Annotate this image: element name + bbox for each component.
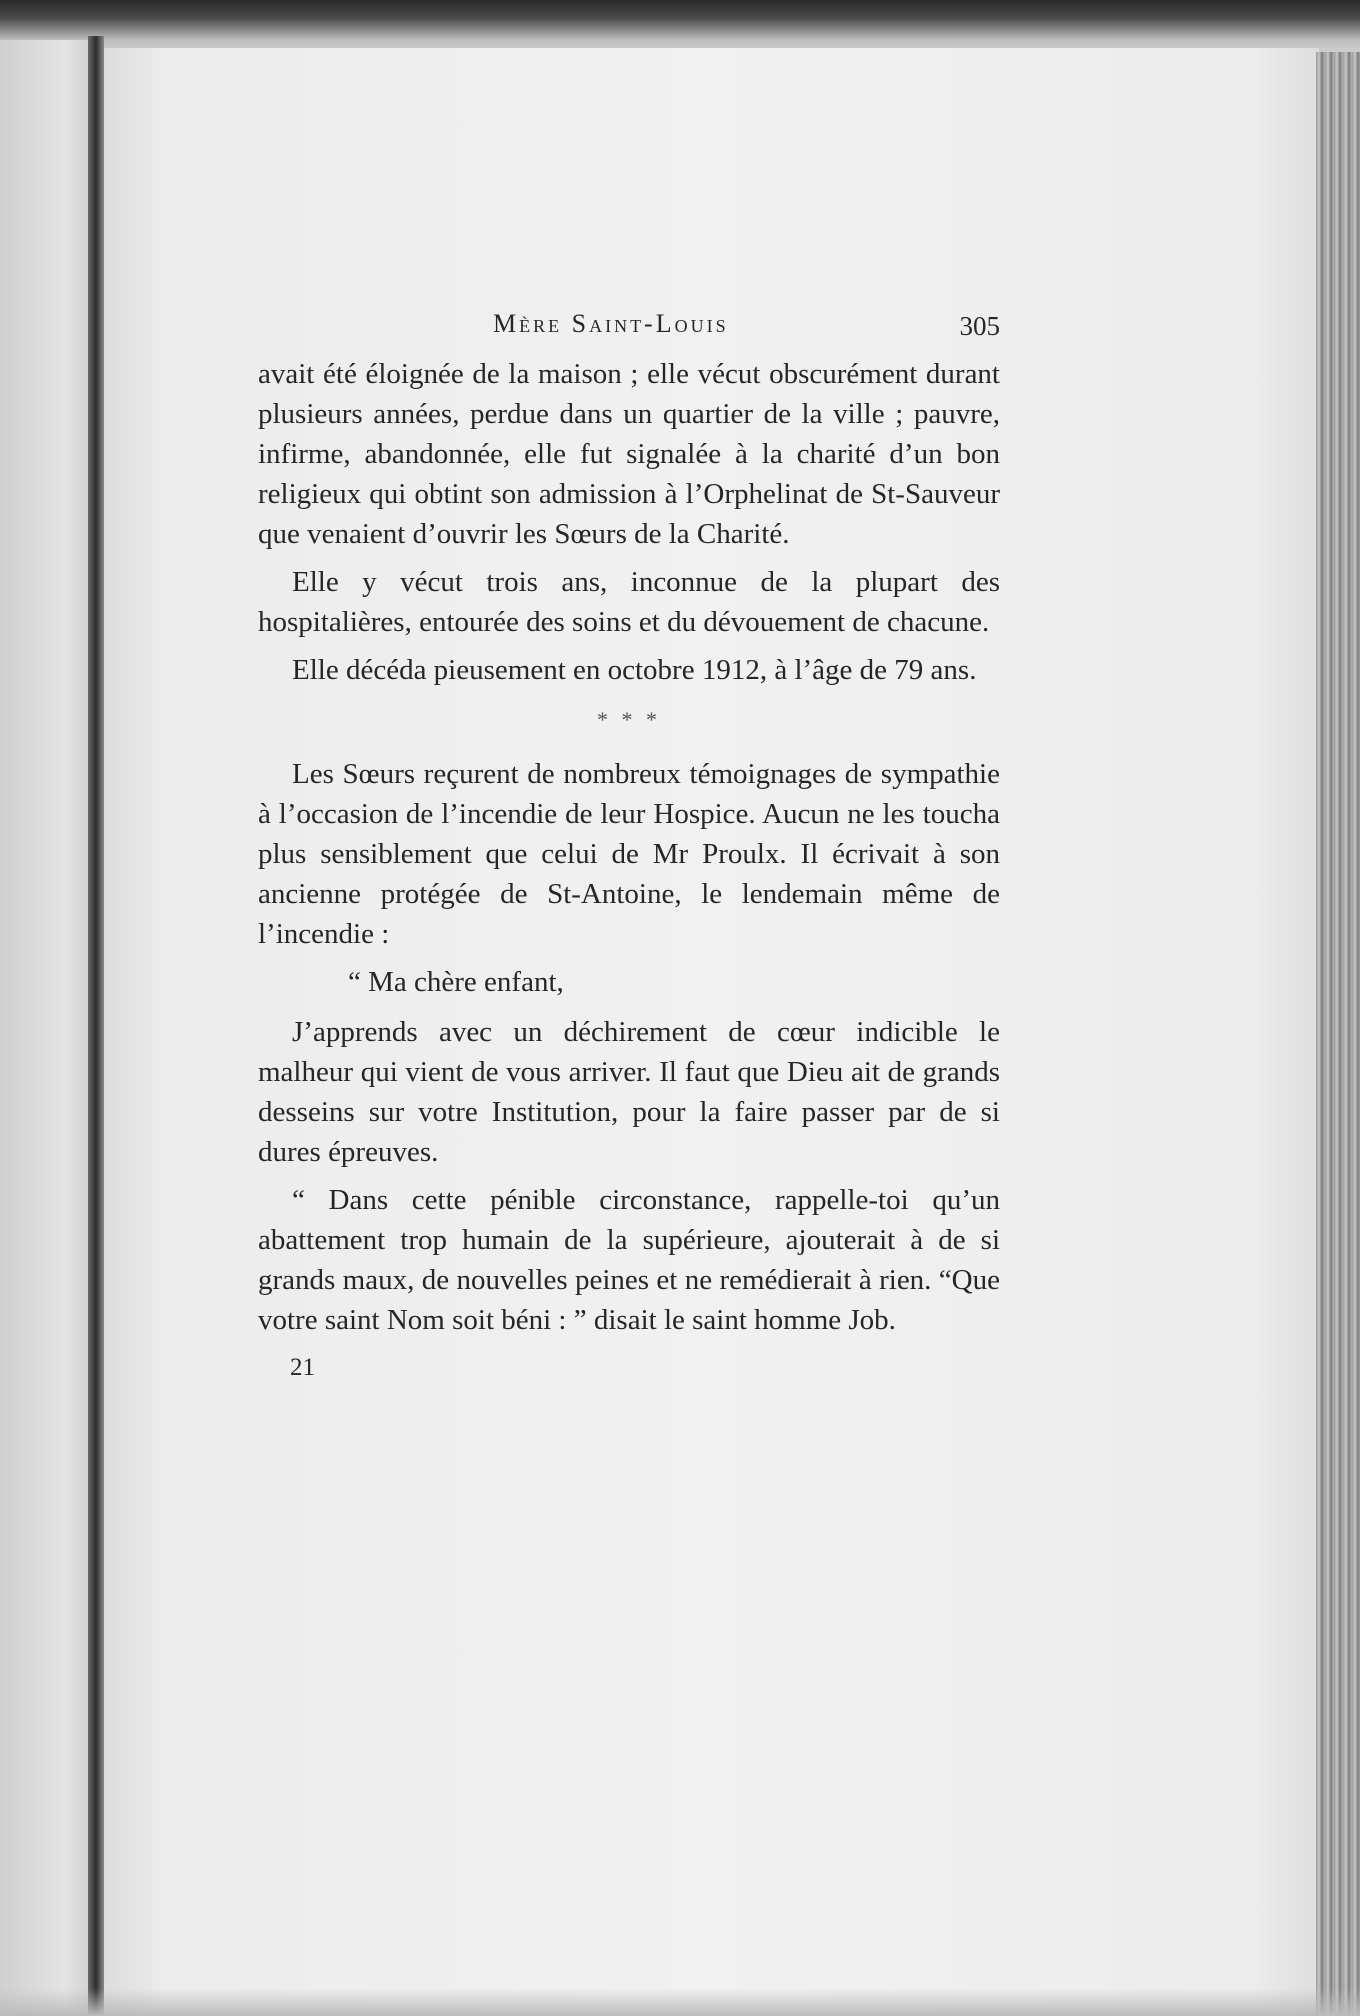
facing-page-edge [0, 40, 92, 2016]
bottom-shadow [0, 1988, 1360, 2016]
page-number: 305 [959, 311, 1000, 341]
running-head [258, 300, 1000, 346]
section-break-asterisks: * * * [597, 707, 661, 732]
page-text-block [258, 300, 1000, 1388]
paragraph: Les Sœurs reçurent de nombreux témoignages de sympathie à l’occasion de l’incendie de leur Hospice. Aucun ne les toucha plus sensiblement que celui de Mr Proulx. Il écrivait à son ancienne protégée de St-Antoine, le lendemain même de l’incendie : [258, 758, 1000, 950]
letter-paragraph: J’apprends avec un déchirement de cœur indicible le malheur qui vient de vous arriver. Il faut que Dieu ait de grands desseins sur votre Institution, pour la faire passer par de si dures épreuves. [258, 1016, 1000, 1168]
paragraph-continued: avait été éloignée de la maison ; elle vécut obscurément durant plusieurs années, perdue dans un quartier de la ville ; pauvre, infirme, abandonnée, elle fut signalée à la charité d’un bon religieux qui obtint son admission à l’Orphelinat de St-Sauveur que venaient d’ouvrir les Sœurs de la Charité. [258, 358, 1000, 550]
paragraph: Elle y vécut trois ans, inconnue de la plupart des hospitalières, entourée des soins et du dévouement de chacune. [258, 566, 1000, 638]
running-title: Mère Saint-Louis [493, 309, 729, 338]
paragraph: Elle décéda pieusement en octobre 1912, à l’âge de 79 ans. [292, 654, 977, 686]
printer-signature-mark: 21 [290, 1354, 315, 1381]
letter-paragraph: “ Dans cette pénible circonstance, rappelle-toi qu’un abattement trop humain de la supérieure, ajouterait à de si grands maux, de nouvelles peines et ne remédierait à rien. “Que votre saint Nom soit béni : ” disait le saint homme Job. [258, 1184, 1000, 1336]
book-gutter [88, 36, 104, 2016]
letter-salutation: “ Ma chère enfant, [348, 966, 564, 998]
page-stack-edge [1316, 52, 1360, 2016]
